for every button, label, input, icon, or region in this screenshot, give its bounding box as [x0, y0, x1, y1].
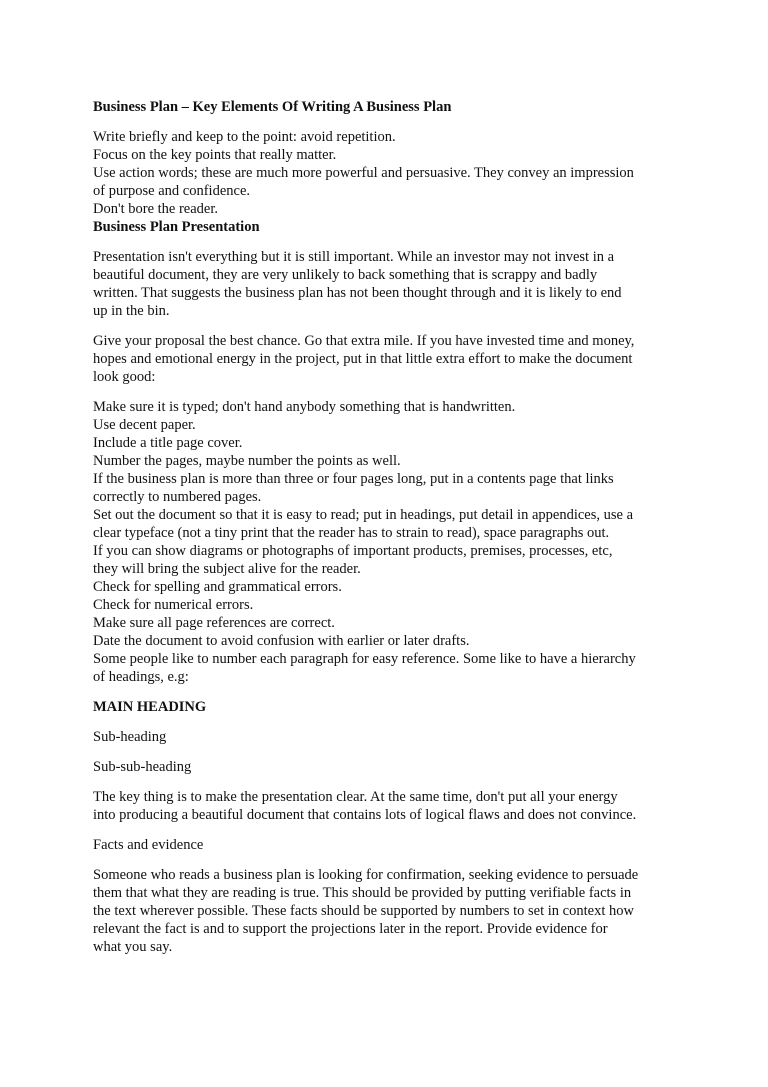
facts-heading: Facts and evidence	[93, 837, 204, 853]
checklist-line: Make sure it is typed; don't hand anybody something that is handwritten.	[93, 399, 516, 415]
tip-line: Use action words; these are much more powerful and persuasive. They convey an impression	[93, 165, 634, 181]
checklist-line: If the business plan is more than three or four pages long, put in a contents page that links	[93, 471, 614, 487]
paragraph-line: hopes and emotional energy in the project, put in that little extra effort to make the document	[93, 351, 633, 367]
checklist-line: Number the pages, maybe number the points as well.	[93, 453, 401, 469]
checklist-line: they will bring the subject alive for the reader.	[93, 561, 361, 577]
checklist-line: clear typeface (not a tiny print that the reader has to strain to read), space paragraphs out.	[93, 525, 610, 541]
example-sub-sub-heading: Sub-sub-heading	[93, 759, 192, 775]
paragraph-line: up in the bin.	[93, 303, 170, 319]
paragraph-line: written. That suggests the business plan has not been thought through and it is likely to end	[93, 285, 622, 301]
document-page	[93, 98, 688, 968]
document-title: Business Plan – Key Elements Of Writing A Business Plan	[93, 99, 452, 115]
checklist-line: Make sure all page references are correct.	[93, 615, 335, 631]
paragraph-line: beautiful document, they are very unlikely to back something that is scrappy and badly	[93, 267, 598, 283]
key-thing-paragraph	[93, 788, 688, 824]
presentation-paragraph-1	[93, 248, 688, 320]
paragraph-line: relevant the fact is and to support the projections later in the report. Provide evidence for	[93, 921, 608, 937]
checklist-line: Include a title page cover.	[93, 435, 243, 451]
checklist-line: Some people like to number each paragraph for easy reference. Some like to have a hierarchy	[93, 651, 636, 667]
paragraph-line: look good:	[93, 369, 156, 385]
tip-line: Don't bore the reader.	[93, 201, 219, 217]
presentation-checklist	[93, 398, 688, 686]
facts-paragraph	[93, 866, 688, 956]
writing-tips	[93, 128, 688, 236]
presentation-paragraph-2	[93, 332, 688, 386]
checklist-line: correctly to numbered pages.	[93, 489, 262, 505]
tip-line: of purpose and confidence.	[93, 183, 251, 199]
paragraph-line: what you say.	[93, 939, 173, 955]
checklist-line: of headings, e.g:	[93, 669, 189, 685]
paragraph-line: Give your proposal the best chance. Go that extra mile. If you have invested time and money,	[93, 333, 635, 349]
checklist-line: Check for numerical errors.	[93, 597, 254, 613]
section-heading-presentation: Business Plan Presentation	[93, 219, 260, 235]
checklist-line: Use decent paper.	[93, 417, 196, 433]
checklist-line: Check for spelling and grammatical errors.	[93, 579, 342, 595]
paragraph-line: them that what they are reading is true. This should be provided by putting verifiable facts in	[93, 885, 632, 901]
paragraph-line: Someone who reads a business plan is looking for confirmation, seeking evidence to persuade	[93, 867, 639, 883]
paragraph-line: into producing a beautiful document that contains lots of logical flaws and does not convince.	[93, 807, 637, 823]
paragraph-line: The key thing is to make the presentation clear. At the same time, don't put all your energy	[93, 789, 618, 805]
checklist-line: If you can show diagrams or photographs of important products, premises, processes, etc,	[93, 543, 613, 559]
tip-line: Focus on the key points that really matter.	[93, 147, 337, 163]
example-main-heading: MAIN HEADING	[93, 699, 207, 715]
example-sub-heading: Sub-heading	[93, 729, 167, 745]
checklist-line: Date the document to avoid confusion with earlier or later drafts.	[93, 633, 470, 649]
paragraph-line: the text wherever possible. These facts should be supported by numbers to set in context how	[93, 903, 634, 919]
paragraph-line: Presentation isn't everything but it is still important. While an investor may not invest in a	[93, 249, 615, 265]
checklist-line: Set out the document so that it is easy to read; put in headings, put detail in appendices, use a	[93, 507, 634, 523]
tip-line: Write briefly and keep to the point: avoid repetition.	[93, 129, 396, 145]
